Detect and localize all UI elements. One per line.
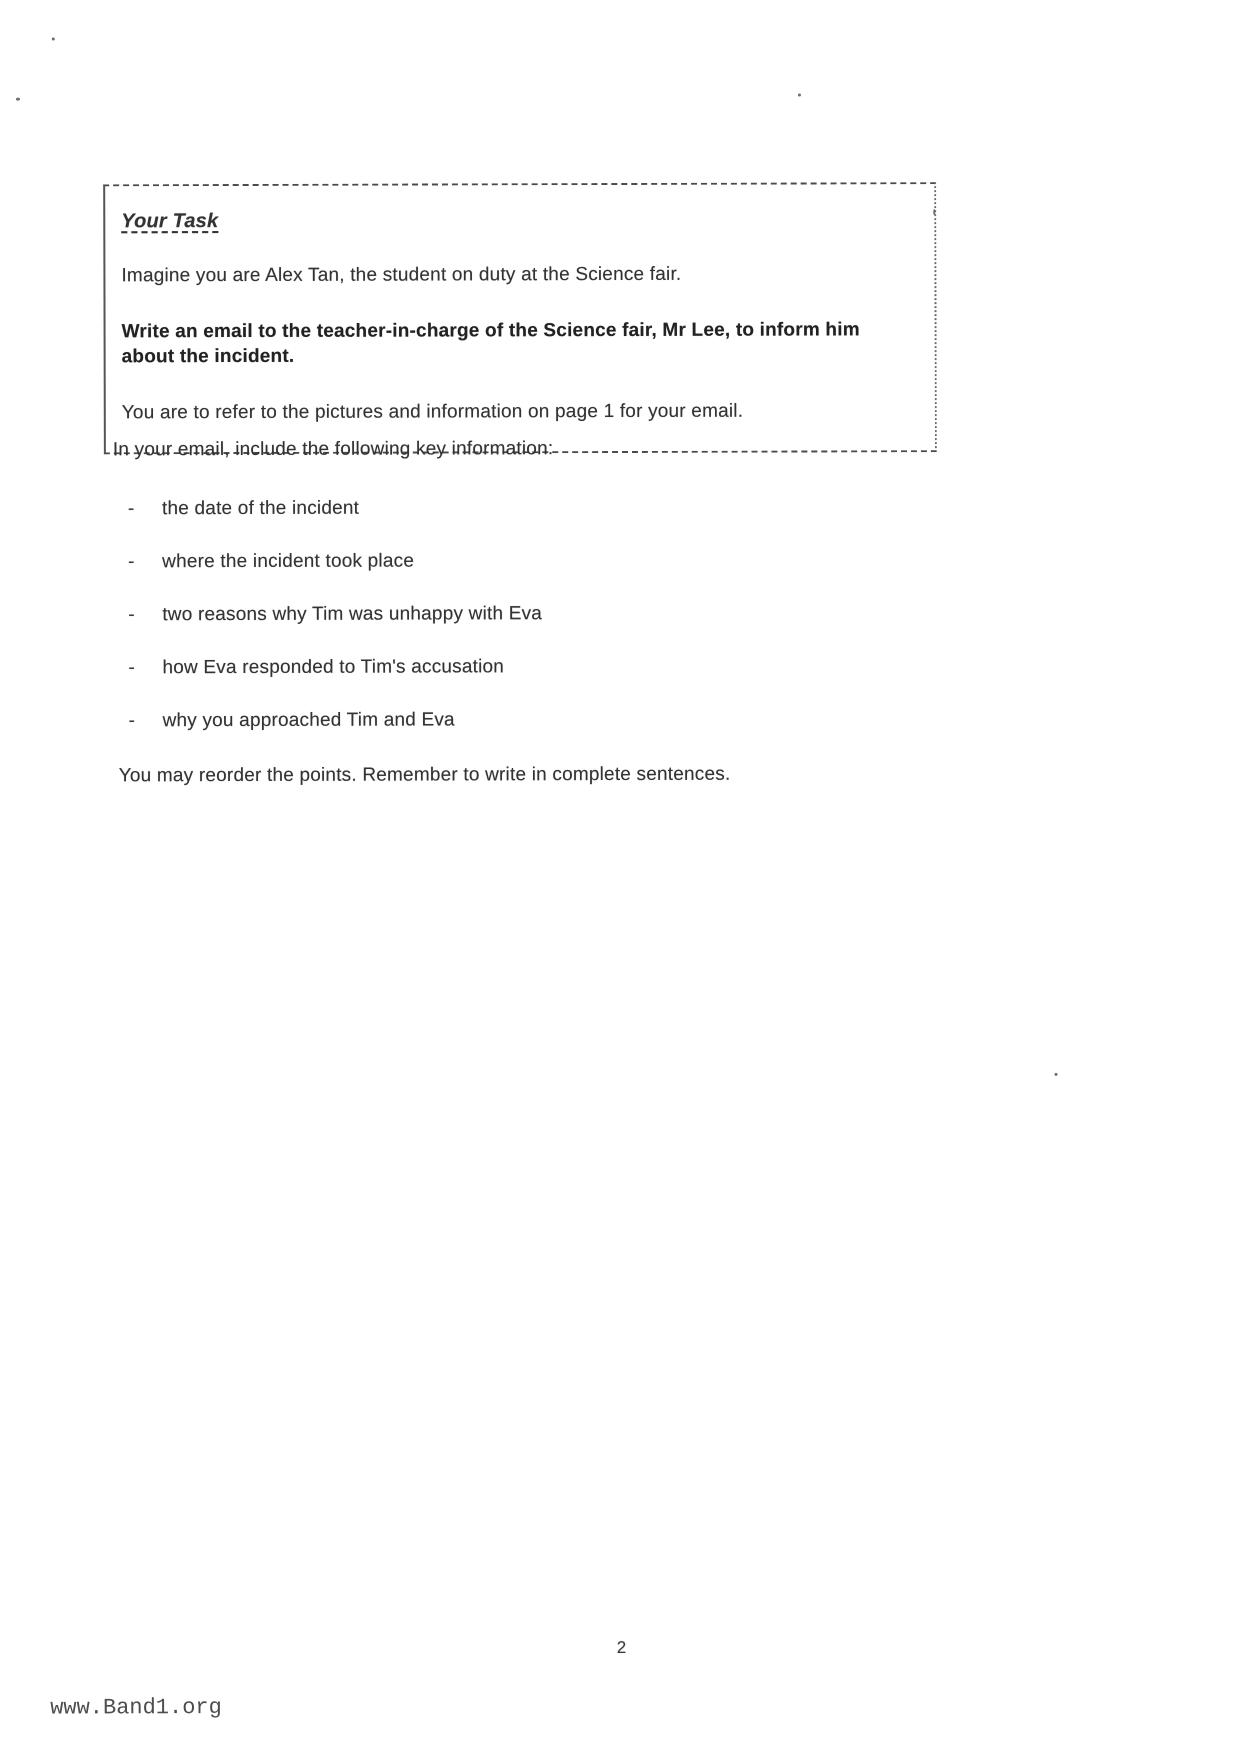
task-instruction-paragraph: Write an email to the teacher-in-charge of the Science fair, Mr Lee, to inform him about the incident. [121, 319, 860, 368]
scan-speck [1055, 1073, 1058, 1076]
page-number: 2 [616, 1637, 627, 1658]
bullet-dash: - [128, 657, 136, 679]
list-item [127, 708, 887, 732]
list-item-text: the date of the incident [162, 497, 360, 520]
bullet-dash: - [128, 498, 135, 520]
bullet-dash: - [128, 551, 135, 573]
list-item [126, 549, 886, 573]
key-points-list [126, 496, 887, 763]
list-item-text: how Eva responded to Tim's accusation [162, 656, 505, 679]
scan-speck [52, 37, 55, 40]
list-item [126, 496, 886, 520]
scan-speck [798, 94, 801, 97]
watermark-url: www.Band1.org [50, 1695, 222, 1721]
list-item [126, 602, 886, 626]
list-intro-line: In your email, include the following key information: [112, 438, 554, 461]
task-intro-paragraph: Imagine you are Alex Tan, the student on duty at the Science fair. [121, 263, 682, 287]
list-item-text: two reasons why Tim was unhappy with Eva [162, 603, 543, 626]
list-item-text: why you approached Tim and Eva [162, 709, 455, 732]
task-heading: Your Task [121, 210, 219, 233]
bullet-dash: - [128, 710, 136, 732]
list-item-text: where the incident took place [162, 550, 415, 573]
bullet-dash: - [128, 604, 135, 626]
scan-speck [16, 98, 20, 101]
task-reference-paragraph: You are to refer to the pictures and information on page 1 for your email. [121, 400, 744, 424]
closing-sentence: You may reorder the points. Remember to write in complete sentences. [118, 763, 731, 787]
list-item [126, 655, 886, 679]
task-box [103, 182, 937, 454]
